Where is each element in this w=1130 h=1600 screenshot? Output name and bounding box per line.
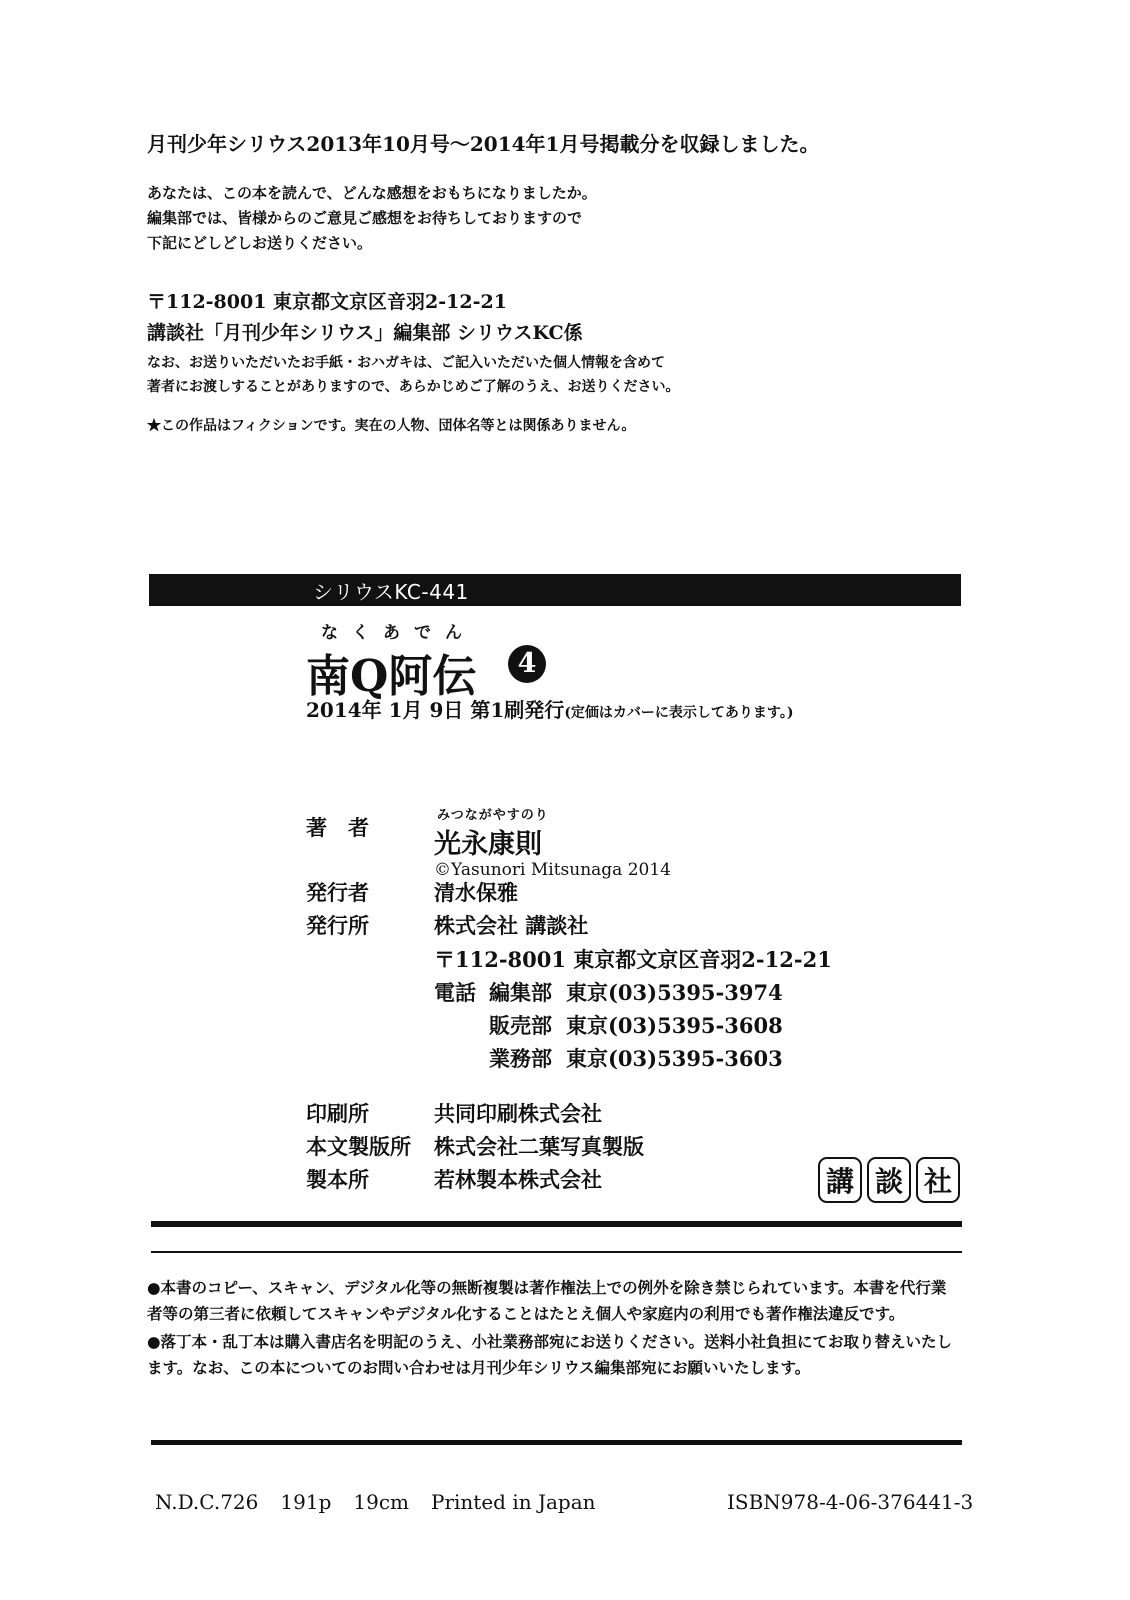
publisher-name: 清水保雅 [434,880,518,905]
office-label: 発行所 [306,913,369,938]
phone-number: 東京(03)5395-3603 [566,1046,783,1071]
phone-label: 電話 [434,980,476,1005]
reader-message-line: 下記にどしどしお送りください。 [147,234,373,252]
phone-dept: 編集部 [489,980,552,1005]
legal-notice-line: ●落丁本・乱丁本は購入書店名を明記のうえ、小社業務部宛にお送りください。送料小社負担にてお取り替えいたし [147,1332,952,1351]
reader-message-line: 編集部では、皆様からのご意見ご感想をお待ちしておりますので [147,209,583,227]
series-label: シリウスKC-441 [313,580,469,604]
logo-char: 講 [818,1157,862,1203]
book-specs [155,1490,618,1514]
publisher-label: 発行者 [306,880,369,905]
legal-notice-line: ●本書のコピー、スキャン、デジタル化等の無断複製は著作権法上での例外を除き禁じられています。本書を代行業 [147,1278,947,1297]
typesetter-name: 株式会社二葉写真製版 [434,1134,644,1159]
phone-dept: 販売部 [489,1013,552,1038]
reader-message-line: あなたは、この本を読んで、どんな感想をおもちになりましたか。 [147,184,597,202]
divider [151,1440,962,1445]
volume-badge: 4 [508,645,546,683]
typesetter-label: 本文製版所 [306,1134,411,1159]
legal-notice-line: ます。なお、この本についてのお問い合わせは月刊少年シリウス編集部宛にお願いいたします。 [147,1358,811,1377]
phone-number: 東京(03)5395-3974 [566,980,783,1005]
collection-note: 月刊少年シリウス2013年10月号～2014年1月号掲載分を収録しました。 [147,132,820,156]
publisher-logo [818,1157,960,1203]
privacy-note-line: 著者にお渡しすることがありますので、あらかじめご了解のうえ、お送りください。 [147,379,680,395]
printed-in: Printed in Japan [431,1490,596,1514]
ndc-code: N.D.C.726 [155,1490,259,1514]
divider [151,1251,962,1253]
page-count: 191p [280,1490,332,1514]
phone-dept: 業務部 [489,1046,552,1071]
binder-label: 製本所 [306,1167,369,1192]
office-name: 株式会社 講談社 [434,913,589,938]
office-address: 〒112-8001 東京都文京区音羽2-12-21 [434,947,832,972]
legal-notice-line: 者等の第三者に依頼してスキャンやデジタル化することはたとえ個人や家庭内の利用でも著作権法違反です。 [147,1304,905,1323]
title-ruby: なくあでん [321,623,476,643]
phone-number: 東京(03)5395-3608 [566,1013,783,1038]
author-ruby: みつながやすのり [437,808,549,823]
printer-name: 共同印刷株式会社 [434,1101,602,1126]
mailing-address: 〒112-8001 東京都文京区音羽2-12-21 [147,291,507,313]
mailing-recipient: 講談社「月刊少年シリウス」編集部 シリウスKC係 [147,322,583,344]
book-size: 19cm [353,1490,409,1514]
author-label: 著 者 [306,815,369,840]
divider [151,1221,962,1227]
publication-date-text: 2014年 1月 9日 第1刷発行 [306,698,565,722]
logo-char: 社 [916,1157,960,1203]
isbn: ISBN978-4-06-376441-3 [727,1490,974,1514]
series-bar [149,574,961,606]
logo-char: 談 [867,1157,911,1203]
copyright: ©Yasunori Mitsunaga 2014 [434,860,671,880]
publication-date [306,694,793,723]
author-name: 光永康則 [434,829,542,860]
book-title: 南Q阿伝 [306,651,477,702]
price-note: (定価はカバーに表示してあります。) [564,705,794,721]
fiction-disclaimer: ★この作品はフィクションです。実在の人物、団体名等とは関係ありません。 [147,418,636,434]
privacy-note-line: なお、お送りいただいたお手紙・おハガキは、ご記入いただいた個人情報を含めて [147,355,665,371]
binder-name: 若林製本株式会社 [434,1167,602,1192]
printer-label: 印刷所 [306,1101,369,1126]
